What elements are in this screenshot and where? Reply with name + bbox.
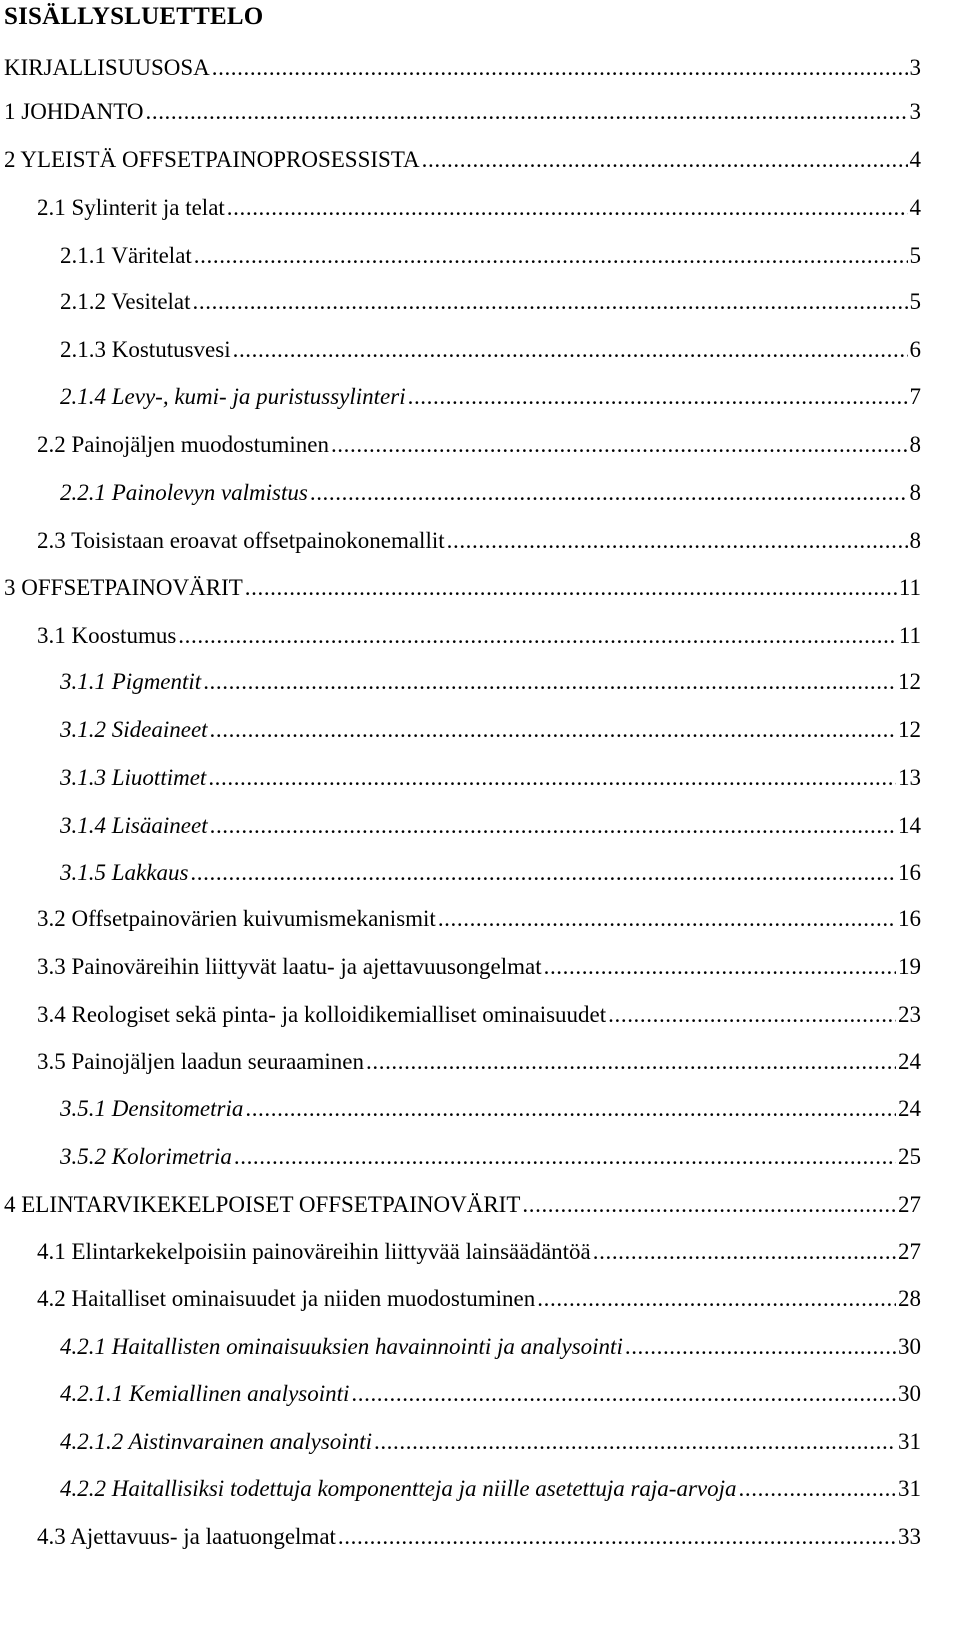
toc-entry [60,282,921,322]
toc-entry-title: 2.2 Painojäljen muodostuminen [37,432,329,457]
toc-leader-dots [234,1137,896,1177]
toc-entry [60,377,921,417]
toc-leader-dots [522,1185,896,1225]
toc-leader-dots [331,425,908,465]
toc-leader-dots [625,1327,896,1367]
toc-entry-title: 2.1.4 Levy-, kumi- ja puristussylinteri [60,384,406,409]
toc-entry-page: 4 [909,147,921,172]
toc-entry-title: 3.5.1 Densitometria [60,1096,244,1121]
toc-entry-title: 4.1 Elintarkekelpoisiin painoväreihin liittyvää lainsäädäntöä [37,1239,591,1264]
toc-entry [60,710,921,750]
toc-entry-page: 28 [898,1286,921,1311]
toc-entry-title: 3.1.5 Lakkaus [60,860,189,885]
toc-entry [60,662,921,702]
toc-entry-page: 23 [898,1002,921,1027]
toc-entry [37,1232,921,1272]
toc-entry-page: 30 [898,1334,921,1359]
toc-leader-dots [178,616,897,656]
toc-entry-page: 5 [909,243,921,268]
toc-leader-dots [438,899,896,939]
toc-entry-page: 24 [898,1049,921,1074]
toc-entry [60,330,921,370]
toc-entry-page: 8 [909,432,921,457]
toc-entry-page: 19 [898,954,921,979]
toc-entry-page: 31 [898,1429,921,1454]
toc-entry-title: 4.2 Haitalliset ominaisuudet ja niiden muodostuminen [37,1286,536,1311]
toc-leader-dots [544,947,896,987]
toc-entry-title: 2 YLEISTÄ OFFSETPAINOPROSESSISTA [4,147,420,172]
toc-entry [4,1185,921,1225]
toc-leader-dots [210,806,896,846]
toc-entry [37,995,921,1035]
toc-entry [60,1327,921,1367]
toc-entry [60,473,921,513]
toc-entry-title: 2.3 Toisistaan eroavat offsetpainokonemallit [37,528,445,553]
toc-entry-title: 2.1.3 Kostutusvesi [60,337,231,362]
toc-entry-title: 3.4 Reologiset sekä pinta- ja kolloidikemialliset ominaisuudet [37,1002,607,1027]
toc-leader-dots [245,1089,896,1129]
toc-entry-page: 31 [898,1476,921,1501]
toc-entry-title: 4.2.1.2 Aistinvarainen analysointi [60,1429,372,1454]
toc-entry [37,1517,921,1557]
toc-leader-dots [210,710,896,750]
toc-entry-page: 11 [898,623,921,648]
toc-entry-page: 27 [898,1192,921,1217]
toc-leader-dots [537,1279,896,1319]
toc-heading: SISÄLLYSLUETTELO [4,3,264,30]
toc-entry [37,947,921,987]
toc-leader-dots [351,1374,896,1414]
toc-leader-dots [338,1517,896,1557]
toc-entry-title: 2.1.1 Väritelat [60,243,192,268]
toc-entry-title: 1 JOHDANTO [4,99,144,124]
toc-leader-dots [310,473,908,513]
toc-entry-title: 3.1 Koostumus [37,623,177,648]
toc-entry [60,1089,921,1129]
toc-entry [60,758,921,798]
toc-entry [37,1279,921,1319]
toc-leader-dots [212,48,908,88]
toc-leader-dots [593,1232,896,1272]
toc-entry [37,521,921,561]
toc-entry-page: 12 [898,669,921,694]
toc-entry-title: 3.3 Painoväreihin liittyvät laatu- ja ajettavuusongelmat [37,954,542,979]
toc-leader-dots [374,1422,896,1462]
toc-entry [37,425,921,465]
toc-leader-dots [408,377,908,417]
toc-entry-title: 3.1.4 Lisäaineet [60,813,208,838]
toc-entry-page: 3 [909,55,921,80]
toc-entry-title: 3.5 Painojäljen laadun seuraaminen [37,1049,365,1074]
toc-entry [60,236,921,276]
toc-leader-dots [208,758,896,798]
toc-entry-page: 24 [898,1096,921,1121]
toc-entry [37,616,921,656]
toc-entry-title: 2.1 Sylinterit ja telat [37,195,225,220]
toc-entry-page: 7 [909,384,921,409]
toc-entry [60,853,921,893]
toc-entry [60,1137,921,1177]
toc-entry-page: 16 [898,906,921,931]
toc-leader-dots [366,1042,896,1082]
toc-entry [37,899,921,939]
toc-entry-title: KIRJALLISUUSOSA [4,55,210,80]
toc-entry [37,188,921,228]
toc-leader-dots [739,1469,896,1509]
toc-entry-title: 3 OFFSETPAINOVÄRIT [4,575,243,600]
toc-entry-title: 4.2.1.1 Kemiallinen analysointi [60,1381,350,1406]
toc-entry [4,92,921,132]
toc-leader-dots [193,282,908,322]
toc-entry-page: 6 [909,337,921,362]
toc-entry-title: 3.1.1 Pigmentit [60,669,202,694]
toc-entry-page: 25 [898,1144,921,1169]
toc-entry-title: 3.1.3 Liuottimet [60,765,207,790]
toc-entry-page: 12 [898,717,921,742]
toc-entry [4,48,921,88]
toc-entry-page: 30 [898,1381,921,1406]
toc-entry-title: 4 ELINTARVIKEKELPOISET OFFSETPAINOVÄRIT [4,1192,521,1217]
toc-leader-dots [233,330,908,370]
toc-entry-page: 33 [898,1524,921,1549]
toc-leader-dots [227,188,908,228]
toc-entry [60,1469,921,1509]
toc-leader-dots [608,995,896,1035]
toc-entry [37,1042,921,1082]
toc-entry-page: 4 [909,195,921,220]
toc-leader-dots [190,853,896,893]
toc-entry-title: 3.1.2 Sideaineet [60,717,208,742]
toc-leader-dots [146,92,908,132]
toc-entry-page: 14 [898,813,921,838]
toc-leader-dots [422,140,908,180]
toc-entry-title: 2.2.1 Painolevyn valmistus [60,480,308,505]
toc-entry-page: 3 [909,99,921,124]
toc-entry [4,140,921,180]
toc-leader-dots [203,662,896,702]
toc-entry-title: 4.2.2 Haitallisiksi todettuja komponentteja ja niille asetettuja raja-arvoja [60,1476,737,1501]
toc-entry-page: 8 [909,480,921,505]
toc-leader-dots [447,521,908,561]
toc-entry-title: 3.5.2 Kolorimetria [60,1144,232,1169]
toc-entry-page: 16 [898,860,921,885]
toc-entry [60,1422,921,1462]
toc-entry [60,806,921,846]
toc-entry-page: 8 [909,528,921,553]
toc-leader-dots [245,568,897,608]
toc-entry-title: 3.2 Offsetpainovärien kuivumismekanismit [37,906,436,931]
toc-leader-dots [194,236,908,276]
toc-entry-title: 4.3 Ajettavuus- ja laatuongelmat [37,1524,336,1549]
toc-entry-page: 13 [898,765,921,790]
toc-entry-page: 27 [898,1239,921,1264]
toc-entry-page: 11 [898,575,921,600]
toc-entry-title: 4.2.1 Haitallisten ominaisuuksien havainnointi ja analysointi [60,1334,623,1359]
toc-entry [60,1374,921,1414]
toc-entry-title: 2.1.2 Vesitelat [60,289,191,314]
toc-entry-page: 5 [909,289,921,314]
toc-entry [4,568,921,608]
